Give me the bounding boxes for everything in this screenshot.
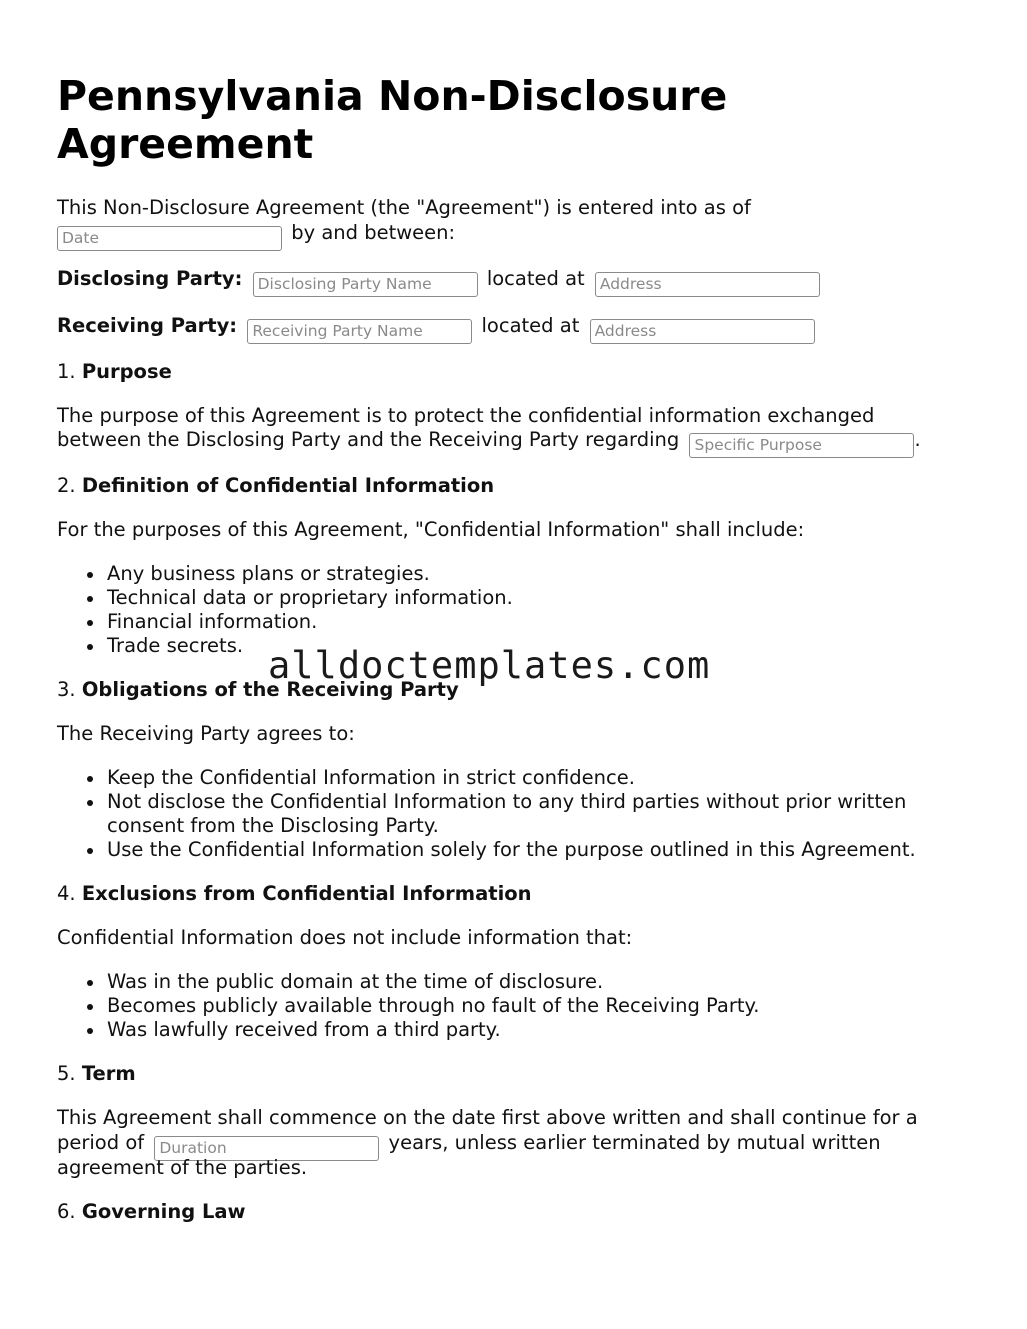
watermark: alldoctemplates.com [268,644,711,687]
receiving-located-text: located at [481,314,580,337]
section-4-number: 4. [57,882,76,905]
intro-text: This Non-Disclosure Agreement (the "Agreement") is entered into as of [57,196,751,219]
section-5-number: 5. [57,1062,76,1085]
receiving-party-label: Receiving Party: [57,314,238,337]
section-1-title: Purpose [81,360,172,383]
section-1-line-2 [57,428,921,458]
section-2-number: 2. [57,474,76,497]
section-2-title: Definition of Confidential Information [81,474,495,497]
section-6-heading [57,1200,246,1224]
section-4-list [57,970,760,1042]
list-item: Technical data or proprietary information. [57,586,513,610]
section-4-heading [57,882,532,906]
list-item-line-2: consent from the Disclosing Party. [107,814,439,837]
section-6-number: 6. [57,1200,76,1223]
receiving-party-name-input[interactable] [247,319,472,344]
list-item-line-1: Not disclose the Confidential Information to any third parties without prior written [107,790,907,813]
intro-line-2 [57,221,455,251]
date-input[interactable] [57,226,282,251]
disclosing-located-text: located at [486,267,585,290]
section-5-line-1: This Agreement shall commence on the date first above written and shall continue for a [57,1106,918,1129]
section-5-title: Term [81,1062,136,1085]
section-5-text-post: years, unless earlier terminated by mutual written [388,1131,881,1154]
section-1-number: 1. [57,360,76,383]
list-item: Trade secrets. [57,634,513,658]
section-5-heading [57,1062,136,1086]
list-item: Financial information. [57,610,513,634]
disclosing-party-row [57,267,823,297]
section-2-heading [57,474,494,498]
section-1-line-1 [57,404,874,428]
receiving-party-row [57,314,818,344]
section-4-title: Exclusions from Confidential Information [81,882,532,905]
disclosing-party-name-input[interactable] [253,272,478,297]
document-title: Pennsylvania Non-Disclosure Agreement [57,72,728,168]
section-3-number: 3. [57,678,76,701]
list-item: Was in the public domain at the time of disclosure. [57,970,760,994]
section-1-period: . [914,428,921,451]
list-item: Was lawfully received from a third party. [57,1018,760,1042]
section-5-line-3: agreement of the parties. [57,1156,308,1179]
section-1-text-2: between the Disclosing Party and the Receiving Party regarding [57,428,680,451]
list-item: Use the Confidential Information solely for the purpose outlined in this Agreement. [57,838,916,862]
section-1-text: The purpose of this Agreement is to protect the confidential information exchanged [57,404,875,427]
disclosing-party-label: Disclosing Party: [57,267,243,290]
intro-line-1 [57,196,751,220]
section-5-text-pre: period of [57,1131,145,1154]
specific-purpose-input[interactable] [689,433,914,458]
section-1-heading [57,360,172,384]
section-4-intro: Confidential Information does not include information that: [57,926,633,949]
section-2-intro: For the purposes of this Agreement, "Confidential Information" shall include: [57,518,805,541]
section-3-title: Obligations of the Receiving Party [81,678,459,701]
list-item: Keep the Confidential Information in strict confidence. [57,766,916,790]
section-6-title: Governing Law [81,1200,246,1223]
receiving-address-input[interactable] [590,319,815,344]
list-item [57,790,916,838]
intro-text-2: by and between: [291,221,456,244]
section-3-intro: The Receiving Party agrees to: [57,722,355,745]
section-3-list [57,766,916,862]
disclosing-address-input[interactable] [595,272,820,297]
list-item: Becomes publicly available through no fault of the Receiving Party. [57,994,760,1018]
list-item: Any business plans or strategies. [57,562,513,586]
